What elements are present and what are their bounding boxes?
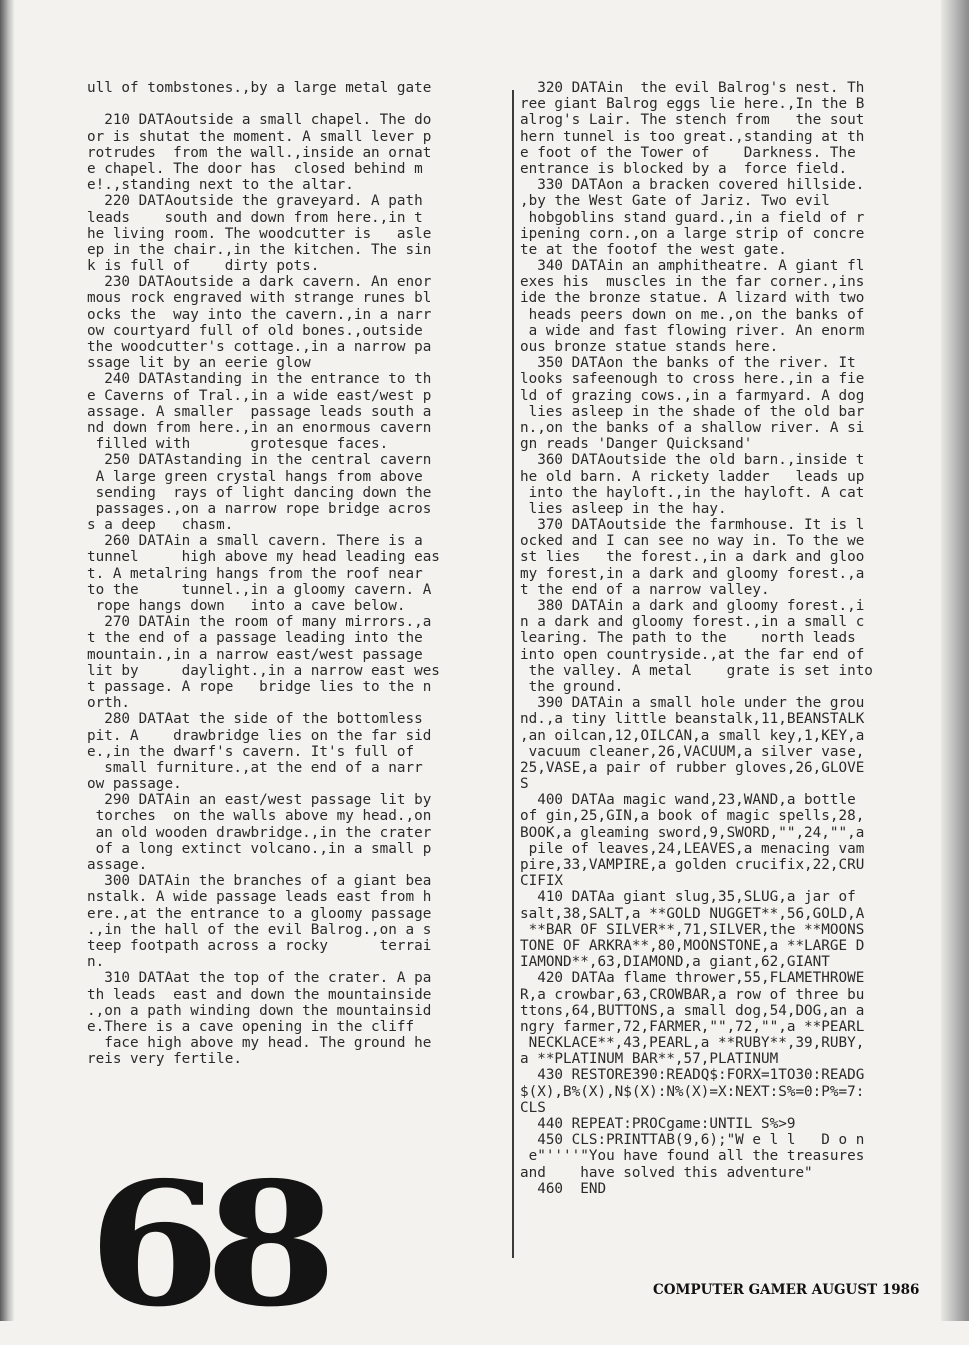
text-line: TONE OF ARKRA**,80,MOONSTONE,a **LARGE D xyxy=(520,937,865,954)
text-line: 410 DATAa giant slug,35,SLUG,a jar of xyxy=(520,889,856,906)
left-text-column xyxy=(87,80,507,1067)
text-line: ocks the way into the cavern.,in a narr xyxy=(87,306,432,323)
text-line: lit by daylight.,in a narrow east wes xyxy=(87,662,440,679)
text-line: a **PLATINUM BAR**,57,PLATINUM xyxy=(520,1051,779,1068)
text-line: torches on the walls above my head.,on xyxy=(87,808,432,825)
text-line: ull of tombstones.,by a large metal gate xyxy=(87,80,432,96)
text-line: 440 REPEAT:PROCgame:UNTIL S%>9 xyxy=(520,1116,796,1132)
text-line: 290 DATAin an east/west passage lit by xyxy=(87,792,432,809)
page-number: 68 xyxy=(88,1145,322,1345)
text-line: learing. The path to the north leads xyxy=(520,630,856,647)
text-line: 330 DATAon a bracken covered hillside. xyxy=(520,177,865,194)
text-line: 340 DATAin an amphitheatre. A giant fl xyxy=(520,258,865,275)
text-line: of gin,25,GIN,a book of magic spells,28, xyxy=(520,808,865,825)
text-line: exes his muscles in the far corner.,ins xyxy=(520,274,865,291)
text-line: e.,in the dwarf's cavern. It's full of xyxy=(87,743,415,760)
text-line: ipening corn.,on a large strip of concre xyxy=(520,225,865,242)
text-line: pit. A drawbridge lies on the far sid xyxy=(87,727,432,744)
text-line: 300 DATAin the branches of a giant bea xyxy=(87,873,432,890)
text-line: BOOK,a gleaming sword,9,SWORD,"",24,"",a xyxy=(520,824,865,841)
text-line: .,on a path winding down the mountainsid xyxy=(87,1002,432,1019)
text-line: ere.,at the entrance to a gloomy passage xyxy=(87,905,432,922)
text-line: CIFIX xyxy=(520,873,564,890)
text-line: to the tunnel.,in a gloomy cavern. A xyxy=(87,581,432,598)
text-line: ,by the West Gate of Jariz. Two evil xyxy=(520,193,830,210)
text-line: 270 DATAin the room of many mirrors.,a xyxy=(87,614,432,631)
text-line: nstalk. A wide passage leads east from h xyxy=(87,889,432,906)
text-line: lies asleep in the shade of the old bar xyxy=(520,403,865,420)
column-divider xyxy=(512,90,514,1258)
text-line: into the hayloft.,in the hayloft. A cat xyxy=(520,484,865,501)
text-line: .,in the hall of the evil Balrog.,on a s xyxy=(87,921,432,938)
text-line: small furniture.,at the end of a narr xyxy=(87,759,423,776)
text-line: e foot of the Tower of Darkness. The xyxy=(520,144,856,161)
text-line: 310 DATAat the top of the crater. A pa xyxy=(87,970,432,987)
text-line: 400 DATAa magic wand,23,WAND,a bottle xyxy=(520,792,856,809)
text-line: th leads east and down the mountainside xyxy=(87,986,432,1003)
text-line: 360 DATAoutside the old barn.,inside t xyxy=(520,452,865,469)
text-line: the valley. A metal grate is set into xyxy=(520,662,873,679)
text-line: NECKLACE**,43,PEARL,a **RUBY**,39,RUBY, xyxy=(520,1035,865,1052)
text-line: 460 END xyxy=(520,1180,607,1197)
text-line: k is full of dirty pots. xyxy=(87,258,320,275)
text-line: IAMOND**,63,DIAMOND,a giant,62,GIANT xyxy=(520,954,830,971)
text-line: CLS xyxy=(520,1099,546,1116)
text-line: ttons,64,BUTTONS,a small dog,54,DOG,an a xyxy=(520,1002,865,1019)
text-line: **BAR OF SILVER**,71,SILVER,the **MOONS xyxy=(520,921,865,938)
text-line: ep in the chair.,in the kitchen. The sin xyxy=(87,241,432,258)
text-line: orth. xyxy=(87,695,131,712)
text-line: n.,on the banks of a shallow river. A si xyxy=(520,419,865,436)
text-line: t the end of a passage leading into the xyxy=(87,630,423,647)
text-line: 350 DATAon the banks of the river. It xyxy=(520,355,856,372)
text-line: ow courtyard full of old bones.,outside xyxy=(87,322,423,339)
text-line: pire,33,VAMPIRE,a golden crucifix,22,CRU xyxy=(520,857,865,873)
text-line: into open countryside.,at the far end of xyxy=(520,646,865,663)
text-line: 250 DATAstanding in the central cavern xyxy=(87,452,432,469)
text-line: 430 RESTORE390:READQ$:FORX=1TO30:READG xyxy=(520,1067,865,1084)
text-line: t the end of a narrow valley. xyxy=(520,581,770,598)
text-line: reis very fertile. xyxy=(87,1051,242,1068)
text-line: assage. xyxy=(87,857,148,873)
text-line: ow passage. xyxy=(87,776,182,793)
text-line: t passage. A rope bridge lies to the n xyxy=(87,678,432,695)
magazine-footer: COMPUTER GAMER AUGUST 1986 xyxy=(653,1282,920,1298)
text-line: e.There is a cave opening in the cliff xyxy=(87,1018,415,1035)
text-line: lies asleep in the hay. xyxy=(520,500,727,517)
text-line: ous bronze statue stands here. xyxy=(520,339,779,355)
text-line: mountain.,in a narrow east/west passage xyxy=(87,646,423,663)
text-line: n. xyxy=(87,954,105,971)
text-line: 25,VASE,a pair of rubber gloves,26,GLOVE xyxy=(520,759,865,776)
text-line: st lies the forest.,in a dark and gloo xyxy=(520,549,865,566)
text-line: salt,38,SALT,a **GOLD NUGGET**,56,GOLD,A xyxy=(520,905,865,922)
text-line: 260 DATAin a small cavern. There is a xyxy=(87,533,423,550)
text-line: heads peers down on me.,on the banks of xyxy=(520,306,865,323)
text-line: e!.,standing next to the altar. xyxy=(87,177,354,194)
text-line: 370 DATAoutside the farmhouse. It is l xyxy=(520,517,865,534)
text-line: passages.,on a narrow rope bridge acros xyxy=(87,500,432,517)
text-line: hobgoblins stand guard.,in a field of r xyxy=(520,209,865,226)
text-line: an old wooden drawbridge.,in the crater xyxy=(87,824,432,841)
text-line: ssage lit by an eerie glow xyxy=(87,355,311,372)
text-line: gn reads 'Danger Quicksand' xyxy=(520,436,753,453)
text-line: he old barn. A rickety ladder leads up xyxy=(520,468,865,485)
text-line: ngry farmer,72,FARMER,"",72,"",a **PEARL xyxy=(520,1018,865,1035)
text-line: teep footpath across a rocky terrai xyxy=(87,937,432,954)
text-line: ,an oilcan,12,OILCAN,a small key,1,KEY,a xyxy=(520,727,865,744)
text-line: the woodcutter's cottage.,in a narrow pa xyxy=(87,339,432,355)
text-line: nd.,a tiny little beanstalk,11,BEANSTALK xyxy=(520,711,865,728)
text-line: ree giant Balrog eggs lie here.,In the B xyxy=(520,96,865,113)
text-line: leads south and down from here.,in t xyxy=(87,209,423,226)
text-line: S xyxy=(520,776,529,793)
right-text-column xyxy=(520,80,940,1197)
text-line: 280 DATAat the side of the bottomless xyxy=(87,711,423,728)
text-line: or is shutat the moment. A small lever p xyxy=(87,128,432,145)
text-line: e chapel. The door has closed behind m xyxy=(87,160,423,177)
text-line: and have solved this adventure" xyxy=(520,1164,813,1181)
text-line: 450 CLS:PRINTTAB(9,6);"W e l l D o n xyxy=(520,1132,865,1149)
text-line: sending rays of light dancing down the xyxy=(87,484,432,501)
text-line xyxy=(87,96,507,112)
text-line: hern tunnel is too great.,standing at th xyxy=(520,128,865,145)
text-line: n a dark and gloomy forest.,in a small c xyxy=(520,614,865,631)
text-line: 240 DATAstanding in the entrance to th xyxy=(87,371,432,388)
text-line: ide the bronze statue. A lizard with two xyxy=(520,290,865,307)
text-line: entrance is blocked by a force field. xyxy=(520,160,848,177)
text-line: the ground. xyxy=(520,678,624,695)
text-line: 320 DATAin the evil Balrog's nest. Th xyxy=(520,80,865,96)
text-line: a wide and fast flowing river. An enorm xyxy=(520,322,865,339)
text-line: $(X),B%(X),N$(X):N%(X)=X:NEXT:S%=0:P%=7: xyxy=(520,1083,865,1100)
page-binding-shadow xyxy=(0,0,14,1321)
text-line: rotrudes from the wall.,inside an ornat xyxy=(87,144,432,161)
text-line: ld of grazing cows.,in a farmyard. A dog xyxy=(520,387,865,404)
text-line: pile of leaves,24,LEAVES,a menacing vam xyxy=(520,840,865,857)
text-line: 230 DATAoutside a dark cavern. An enor xyxy=(87,274,432,291)
text-line: tunnel high above my head leading eas xyxy=(87,549,440,566)
text-line: alrog's Lair. The stench from the sout xyxy=(520,112,865,129)
text-line: mous rock engraved with strange runes bl xyxy=(87,290,432,307)
text-line: e Caverns of Tral.,in a wide east/west p xyxy=(87,387,432,404)
text-line: looks safeenough to cross here.,in a fie xyxy=(520,371,865,388)
text-line: he living room. The woodcutter is asle xyxy=(87,225,432,242)
text-line: s a deep chasm. xyxy=(87,517,234,534)
text-line: te at the footof the west gate. xyxy=(520,241,787,258)
text-line: 210 DATAoutside a small chapel. The do xyxy=(87,112,432,129)
text-line: of a long extinct volcano.,in a small p xyxy=(87,840,432,857)
text-line: R,a crowbar,63,CROWBAR,a row of three bu xyxy=(520,986,865,1003)
text-line: rope hangs down into a cave below. xyxy=(87,598,406,614)
text-line: 420 DATAa flame thrower,55,FLAMETHROWE xyxy=(520,970,865,987)
text-line: ocked and I can see no way in. To the we xyxy=(520,533,865,550)
text-line: vacuum cleaner,26,VACUUM,a silver vase, xyxy=(520,743,865,760)
text-line: filled with grotesque faces. xyxy=(87,436,389,453)
text-line: e"''''"You have found all the treasures xyxy=(520,1148,865,1165)
text-line: my forest,in a dark and gloomy forest.,a xyxy=(520,565,865,582)
text-line: t. A metalring hangs from the roof near xyxy=(87,565,423,582)
text-line: nd down from here.,in an enormous cavern xyxy=(87,419,432,436)
page-edge-shadow xyxy=(941,0,969,1321)
text-line: face high above my head. The ground he xyxy=(87,1035,432,1052)
text-line: 220 DATAoutside the graveyard. A path xyxy=(87,193,423,210)
text-line: A large green crystal hangs from above xyxy=(87,468,423,485)
text-line: 380 DATAin a dark and gloomy forest.,i xyxy=(520,598,865,614)
text-line: 390 DATAin a small hole under the grou xyxy=(520,695,865,712)
text-line: assage. A smaller passage leads south a xyxy=(87,403,432,420)
